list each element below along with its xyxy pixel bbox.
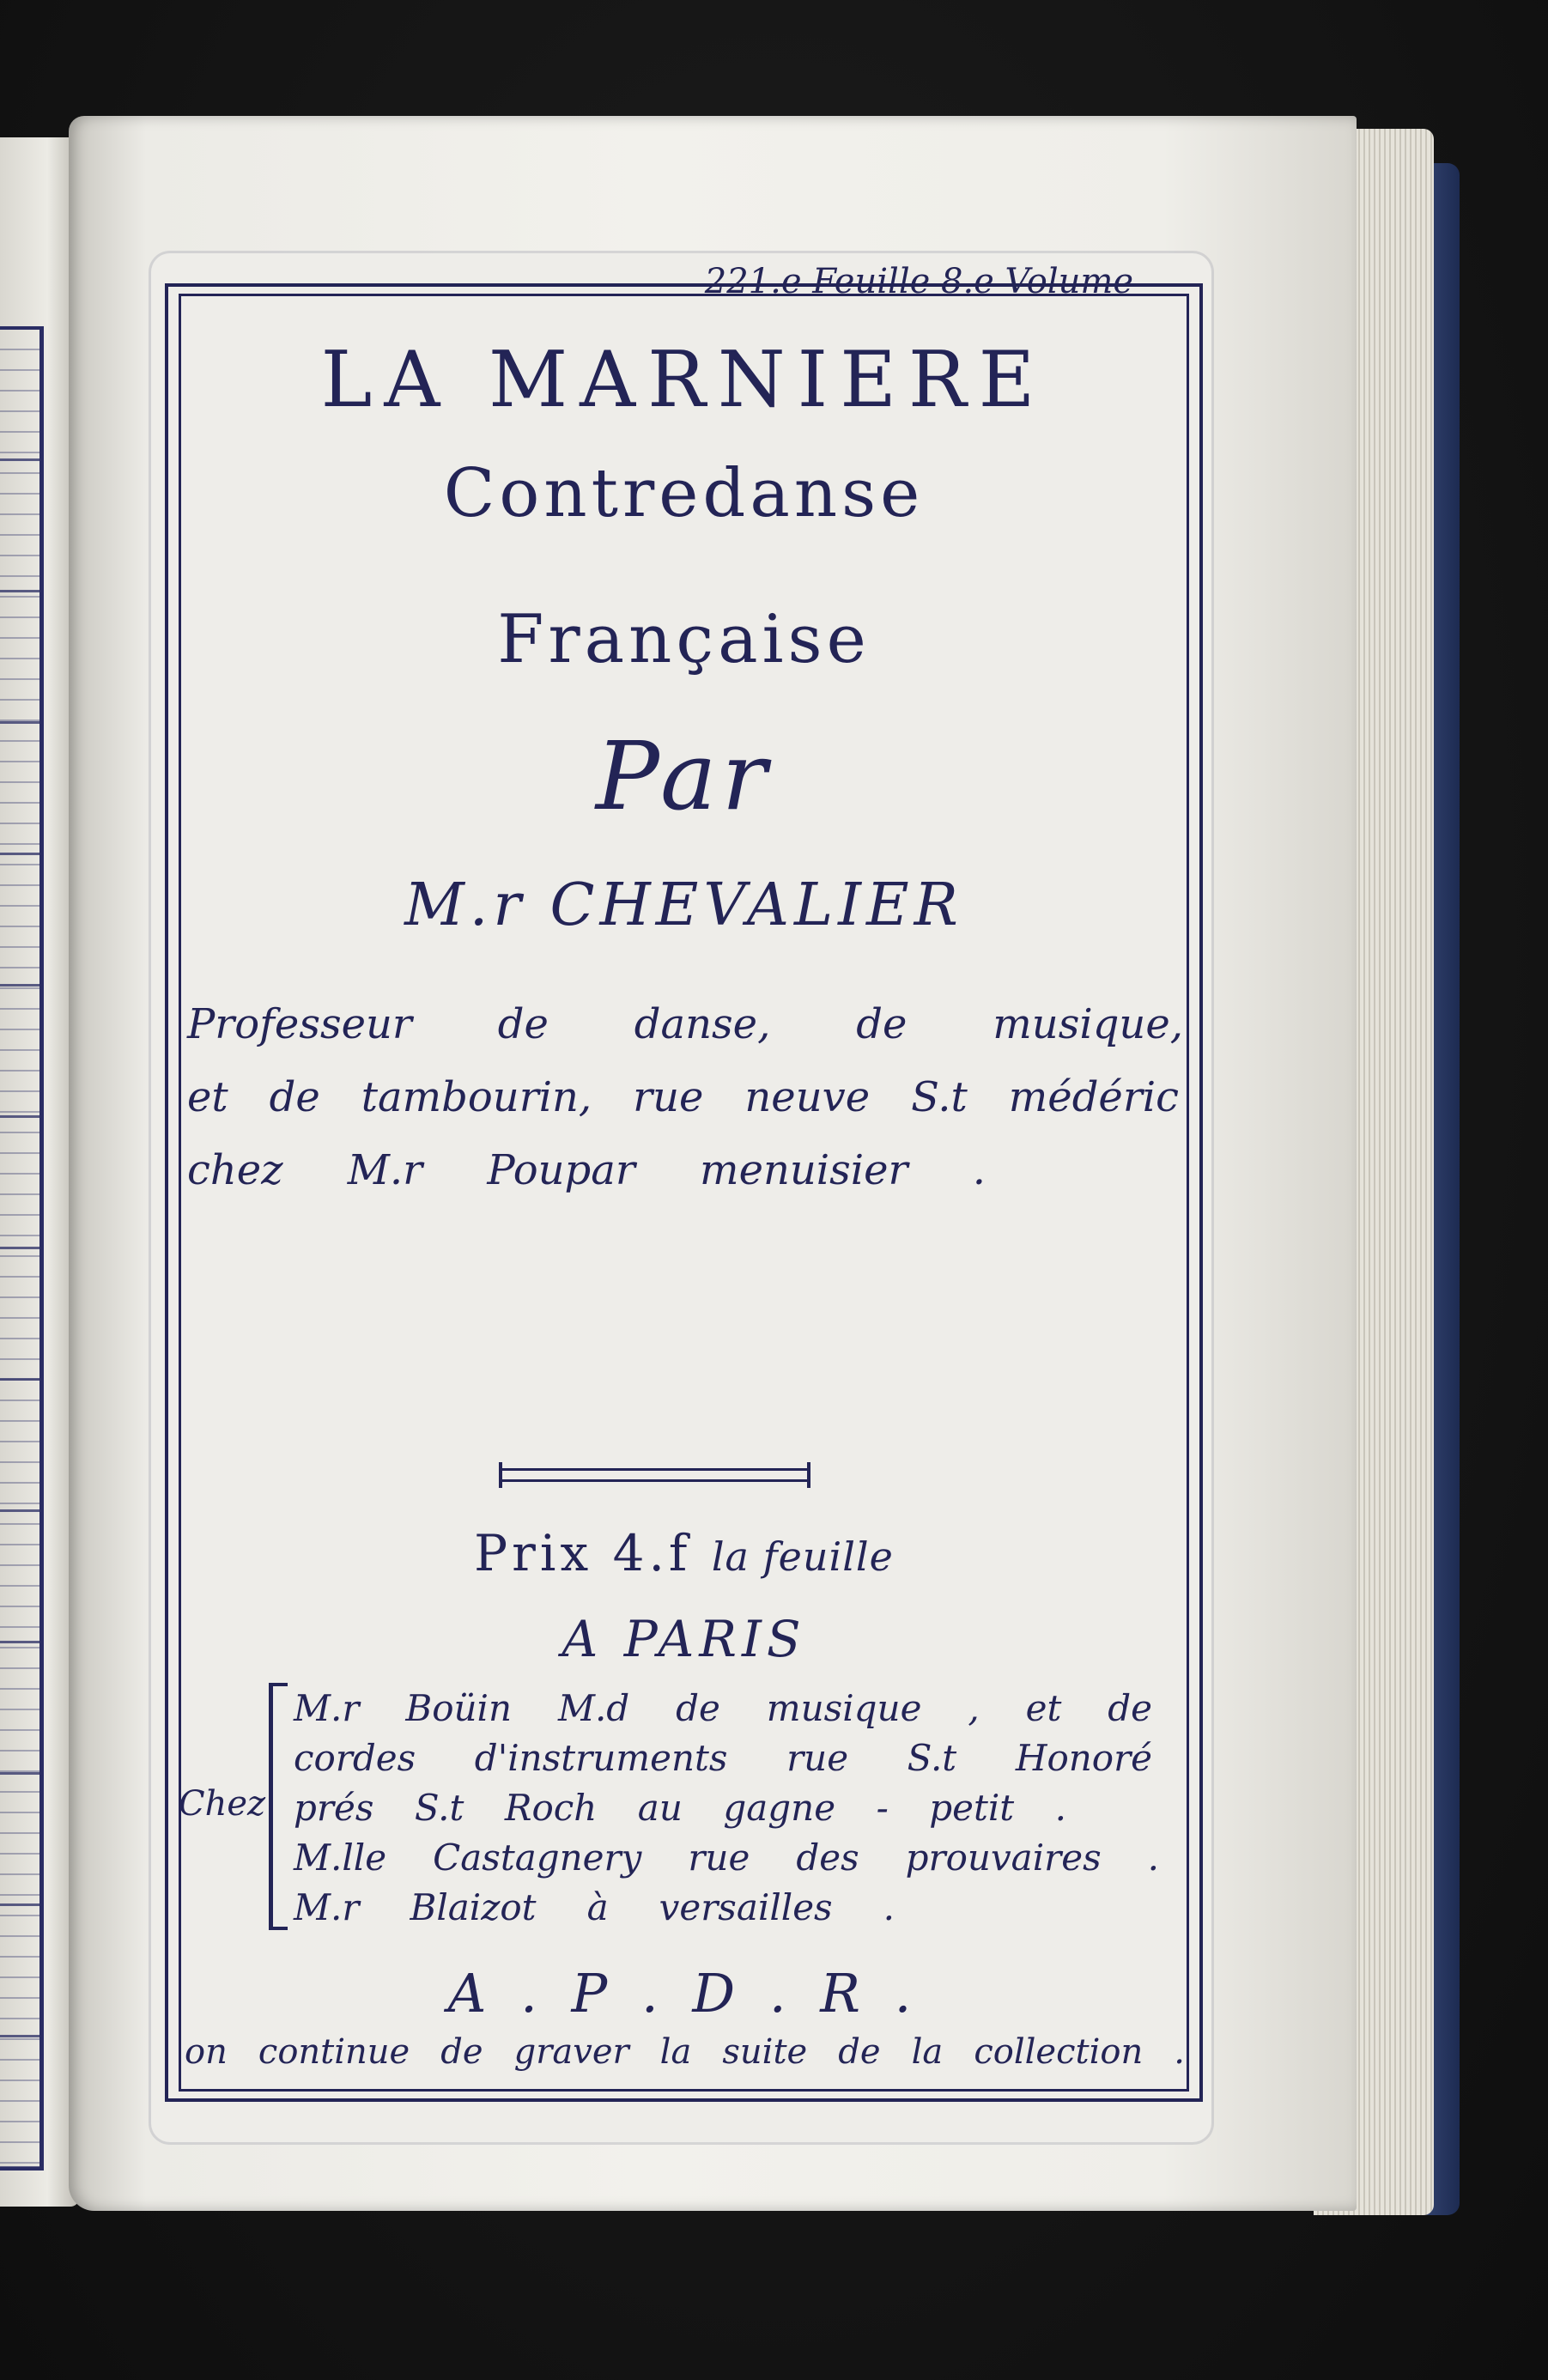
shop-line-4: M.lle Castagnery rue des prouvaires . (294, 1837, 1159, 1879)
by-line: Par (595, 721, 773, 831)
volume-mark: 221.e Feuille 8.e Volume (704, 262, 1133, 301)
page-title: LA MARNIERE (320, 335, 1047, 425)
price-label: Prix 4.f (474, 1524, 692, 1582)
shop-list-bracket (269, 1683, 288, 1930)
facing-page-left (0, 137, 79, 2207)
author-description-line-1: Professeur de danse, de musique, (187, 1000, 1183, 1048)
author-description-line-2: et de tambourin, rue neuve S.t médéric (187, 1073, 1179, 1121)
shop-line-3: prés S.t Roch au gagne - petit . (294, 1787, 1066, 1829)
price-line (179, 1524, 1189, 1582)
subtitle-line-2: Française (497, 601, 871, 678)
title-page (69, 116, 1357, 2211)
subtitle-line-1: Contredanse (443, 455, 925, 532)
shop-line-1: M.r Boüin M.d de musique , et de (294, 1687, 1152, 1729)
shop-line-5: M.r Blaizot à versailles . (294, 1886, 895, 1928)
shop-line-2: cordes d'instruments rue S.t Honoré (294, 1737, 1152, 1779)
publication-city: A PARIS (562, 1610, 806, 1668)
music-staff-fragment (0, 326, 44, 2171)
author-description-line-3: chez M.r Poupar menuisier . (187, 1146, 986, 1194)
chez-label: Chez (179, 1784, 266, 1824)
suite-note: on continue de graver la suite de la collection . (185, 2032, 1185, 2072)
ornamental-rule (502, 1468, 807, 1482)
price-unit: la feuille (711, 1533, 894, 1580)
privilege-mark: A . P . D . R . (447, 1962, 920, 2025)
author-name: M.r CHEVALIER (404, 871, 963, 939)
